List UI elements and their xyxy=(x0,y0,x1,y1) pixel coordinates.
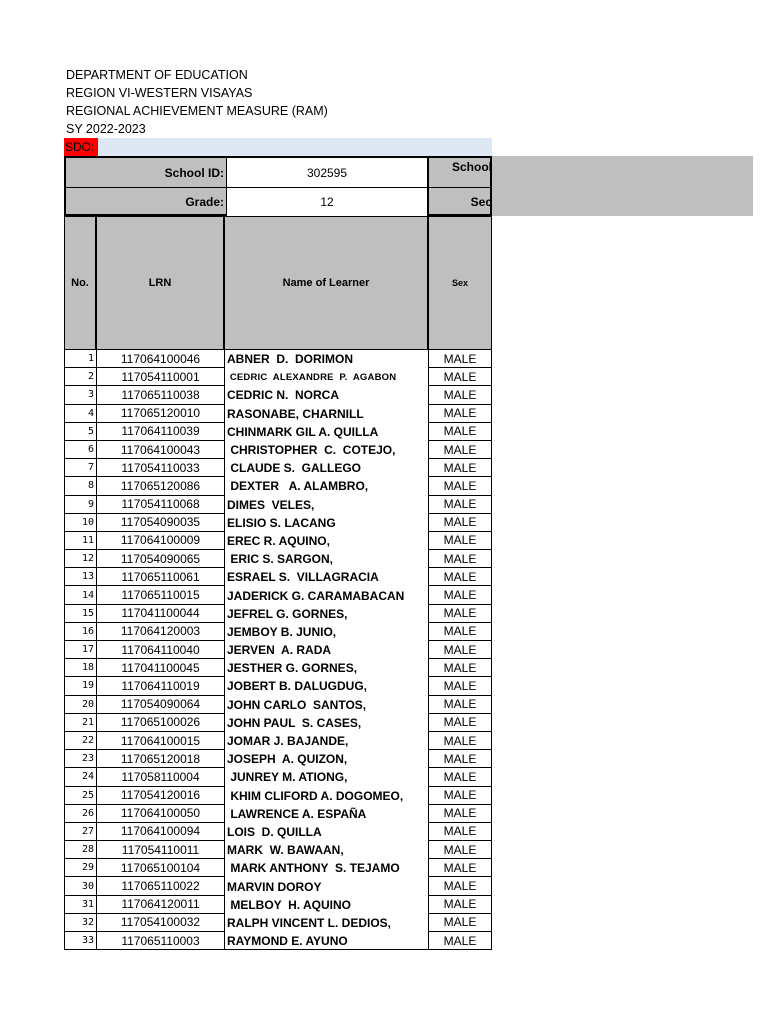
table-row xyxy=(64,477,492,495)
row-lrn[interactable]: 117064110039 xyxy=(96,423,224,441)
row-learner-name[interactable]: DIMES VELES, xyxy=(224,496,428,514)
row-lrn[interactable]: 117064100015 xyxy=(96,732,224,750)
row-sex[interactable]: MALE xyxy=(428,714,492,732)
table-row xyxy=(64,641,492,659)
row-learner-name[interactable]: MARK W. BAWAAN, xyxy=(224,841,428,859)
row-sex[interactable]: MALE xyxy=(428,877,492,895)
row-sex[interactable]: MALE xyxy=(428,896,492,914)
row-learner-name[interactable]: ESRAEL S. VILLAGRACIA xyxy=(224,568,428,586)
sdo-row xyxy=(64,138,492,156)
row-learner-name[interactable]: JERVEN A. RADA xyxy=(224,641,428,659)
table-row xyxy=(64,350,492,368)
school-id-label: School ID: xyxy=(164,165,224,180)
row-learner-name[interactable]: CHRISTOPHER C. COTEJO, xyxy=(224,441,428,459)
row-lrn[interactable]: 117064120003 xyxy=(96,623,224,641)
row-lrn[interactable]: 117054120016 xyxy=(96,787,224,805)
row-lrn[interactable]: 117054090065 xyxy=(96,550,224,568)
row-number[interactable]: 16 xyxy=(64,623,96,641)
row-lrn[interactable]: 117065110022 xyxy=(96,877,224,895)
table-row xyxy=(64,459,492,477)
table-row xyxy=(64,550,492,568)
row-sex[interactable]: MALE xyxy=(428,496,492,514)
sdo-label: SDO: xyxy=(64,138,98,156)
table-row xyxy=(64,714,492,732)
row-number[interactable]: 29 xyxy=(64,859,96,877)
row-number[interactable]: 25 xyxy=(64,787,96,805)
row-learner-name[interactable]: LAWRENCE A. ESPAÑA xyxy=(224,805,428,823)
table-row xyxy=(64,750,492,768)
header-department: DEPARTMENT OF EDUCATION xyxy=(66,68,248,82)
table-row xyxy=(64,914,492,932)
row-lrn[interactable]: 117054110068 xyxy=(96,496,224,514)
table-row xyxy=(64,423,492,441)
row-learner-name[interactable]: KHIM CLIFORD A. DOGOMEO, xyxy=(224,787,428,805)
row-lrn[interactable]: 117064110019 xyxy=(96,677,224,695)
section-label: Sec xyxy=(470,195,492,209)
row-number[interactable]: 20 xyxy=(64,696,96,714)
row-sex[interactable]: MALE xyxy=(428,641,492,659)
row-sex[interactable]: MALE xyxy=(428,859,492,877)
school-id-row xyxy=(66,158,492,188)
column-header-no: No. xyxy=(64,216,96,350)
row-lrn[interactable]: 117058110004 xyxy=(96,768,224,786)
row-lrn[interactable]: 117054090035 xyxy=(96,514,224,532)
row-learner-name[interactable]: ABNER D. DORIMON xyxy=(224,350,428,368)
row-number[interactable]: 22 xyxy=(64,732,96,750)
row-lrn[interactable]: 117065120018 xyxy=(96,750,224,768)
row-sex[interactable]: MALE xyxy=(428,368,492,386)
row-number[interactable]: 3 xyxy=(64,386,96,404)
row-learner-name[interactable]: JEMBOY B. JUNIO, xyxy=(224,623,428,641)
row-number[interactable]: 2 xyxy=(64,368,96,386)
table-row xyxy=(64,441,492,459)
table-row xyxy=(64,841,492,859)
column-header-sex: Sex xyxy=(428,216,492,350)
row-lrn[interactable]: 117065100104 xyxy=(96,859,224,877)
row-sex[interactable]: MALE xyxy=(428,386,492,404)
row-number[interactable]: 14 xyxy=(64,586,96,604)
row-number[interactable]: 28 xyxy=(64,841,96,859)
row-number[interactable]: 23 xyxy=(64,750,96,768)
row-lrn[interactable]: 117064100094 xyxy=(96,823,224,841)
row-number[interactable]: 30 xyxy=(64,877,96,895)
row-lrn[interactable]: 117065110015 xyxy=(96,586,224,604)
row-lrn[interactable]: 117064100043 xyxy=(96,441,224,459)
row-number[interactable]: 7 xyxy=(64,459,96,477)
row-learner-name[interactable]: JOHN CARLO SANTOS, xyxy=(224,696,428,714)
row-lrn[interactable]: 117065110038 xyxy=(96,386,224,404)
learner-table xyxy=(64,350,492,950)
grade-value[interactable]: 12 xyxy=(226,188,429,216)
table-row xyxy=(64,496,492,514)
school-info-block xyxy=(64,156,492,216)
row-number[interactable]: 32 xyxy=(64,914,96,932)
row-lrn[interactable]: 117065110003 xyxy=(96,932,224,950)
row-number[interactable]: 21 xyxy=(64,714,96,732)
row-learner-name[interactable]: MARVIN DOROY xyxy=(224,877,428,895)
column-header-name: Name of Learner xyxy=(224,216,428,350)
row-learner-name[interactable]: JOSEPH A. QUIZON, xyxy=(224,750,428,768)
row-sex[interactable]: MALE xyxy=(428,768,492,786)
row-sex[interactable]: MALE xyxy=(428,550,492,568)
row-lrn[interactable]: 117054110033 xyxy=(96,459,224,477)
row-sex[interactable]: MALE xyxy=(428,477,492,495)
table-row xyxy=(64,823,492,841)
row-learner-name[interactable]: ERIC S. SARGON, xyxy=(224,550,428,568)
header-title: REGIONAL ACHIEVEMENT MEASURE (RAM) xyxy=(66,104,328,118)
row-lrn[interactable]: 117054090064 xyxy=(96,696,224,714)
document-header xyxy=(66,66,328,138)
row-sex[interactable]: MALE xyxy=(428,696,492,714)
table-row xyxy=(64,659,492,677)
row-learner-name[interactable]: DEXTER A. ALAMBRO, xyxy=(224,477,428,495)
row-learner-name[interactable]: JOHN PAUL S. CASES, xyxy=(224,714,428,732)
table-row xyxy=(64,696,492,714)
table-row xyxy=(64,932,492,950)
row-number[interactable]: 6 xyxy=(64,441,96,459)
header-region: REGION VI-WESTERN VISAYAS xyxy=(66,86,253,100)
row-learner-name[interactable]: CEDRIC N. NORCA xyxy=(224,386,428,404)
table-row xyxy=(64,877,492,895)
row-learner-name[interactable]: LOIS D. QUILLA xyxy=(224,823,428,841)
school-id-value[interactable]: 302595 xyxy=(226,158,429,187)
row-number[interactable]: 11 xyxy=(64,532,96,550)
row-lrn[interactable]: 117054110001 xyxy=(96,368,224,386)
row-learner-name[interactable]: JOBERT B. DALUGDUG, xyxy=(224,677,428,695)
row-lrn[interactable]: 117064110040 xyxy=(96,641,224,659)
row-learner-name[interactable]: JEFREL G. GORNES, xyxy=(224,605,428,623)
row-number[interactable]: 10 xyxy=(64,514,96,532)
table-row xyxy=(64,368,492,386)
row-lrn[interactable]: 117041100044 xyxy=(96,605,224,623)
row-sex[interactable]: MALE xyxy=(428,423,492,441)
row-sex[interactable]: MALE xyxy=(428,787,492,805)
row-lrn[interactable]: 117064100046 xyxy=(96,350,224,368)
row-learner-name[interactable]: CEDRIC ALEXANDRE P. AGABON xyxy=(224,368,428,386)
row-sex[interactable]: MALE xyxy=(428,623,492,641)
row-learner-name[interactable]: RALPH VINCENT L. DEDIOS, xyxy=(224,914,428,932)
row-lrn[interactable]: 117054110011 xyxy=(96,841,224,859)
row-sex[interactable]: MALE xyxy=(428,405,492,423)
row-sex[interactable]: MALE xyxy=(428,350,492,368)
table-row xyxy=(64,896,492,914)
table-row xyxy=(64,586,492,604)
row-number[interactable]: 24 xyxy=(64,768,96,786)
table-row xyxy=(64,386,492,404)
row-lrn[interactable]: 117065100026 xyxy=(96,714,224,732)
table-row xyxy=(64,532,492,550)
row-lrn[interactable]: 117064120011 xyxy=(96,896,224,914)
row-number[interactable]: 17 xyxy=(64,641,96,659)
row-sex[interactable]: MALE xyxy=(428,914,492,932)
grade-row xyxy=(66,188,492,216)
row-learner-name[interactable]: CHINMARK GIL A. QUILLA xyxy=(224,423,428,441)
row-lrn[interactable]: 117064100009 xyxy=(96,532,224,550)
column-header-lrn: LRN xyxy=(96,216,224,350)
row-lrn[interactable]: 117064100050 xyxy=(96,805,224,823)
row-lrn[interactable]: 117065120086 xyxy=(96,477,224,495)
row-number[interactable]: 4 xyxy=(64,405,96,423)
row-sex[interactable]: MALE xyxy=(428,605,492,623)
table-row xyxy=(64,677,492,695)
table-row xyxy=(64,514,492,532)
row-number[interactable]: 15 xyxy=(64,605,96,623)
row-learner-name[interactable]: MELBOY H. AQUINO xyxy=(224,896,428,914)
row-sex[interactable]: MALE xyxy=(428,805,492,823)
row-learner-name[interactable]: JESTHER G. GORNES, xyxy=(224,659,428,677)
row-number[interactable]: 8 xyxy=(64,477,96,495)
row-learner-name[interactable]: RAYMOND E. AYUNO xyxy=(224,932,428,950)
row-sex[interactable]: MALE xyxy=(428,732,492,750)
row-number[interactable]: 18 xyxy=(64,659,96,677)
row-number[interactable]: 12 xyxy=(64,550,96,568)
row-learner-name[interactable]: MARK ANTHONY S. TEJAMO xyxy=(224,859,428,877)
table-row xyxy=(64,787,492,805)
table-row xyxy=(64,568,492,586)
row-sex[interactable]: MALE xyxy=(428,459,492,477)
row-number[interactable]: 26 xyxy=(64,805,96,823)
row-learner-name[interactable]: JUNREY M. ATIONG, xyxy=(224,768,428,786)
row-learner-name[interactable]: EREC R. AQUINO, xyxy=(224,532,428,550)
row-number[interactable]: 19 xyxy=(64,677,96,695)
row-number[interactable]: 27 xyxy=(64,823,96,841)
table-row xyxy=(64,768,492,786)
row-number[interactable]: 33 xyxy=(64,932,96,950)
row-lrn[interactable]: 117041100045 xyxy=(96,659,224,677)
row-sex[interactable]: MALE xyxy=(428,932,492,950)
row-learner-name[interactable]: RASONABE, CHARNILL xyxy=(224,405,428,423)
row-number[interactable]: 5 xyxy=(64,423,96,441)
row-lrn[interactable]: 117065110061 xyxy=(96,568,224,586)
row-sex[interactable]: MALE xyxy=(428,532,492,550)
row-sex[interactable]: MALE xyxy=(428,441,492,459)
row-sex[interactable]: MALE xyxy=(428,750,492,768)
row-sex[interactable]: MALE xyxy=(428,659,492,677)
row-lrn[interactable]: 117054100032 xyxy=(96,914,224,932)
table-row xyxy=(64,623,492,641)
row-lrn[interactable]: 117065120010 xyxy=(96,405,224,423)
row-learner-name[interactable]: ELISIO S. LACANG xyxy=(224,514,428,532)
table-row xyxy=(64,405,492,423)
row-learner-name[interactable]: JOMAR J. BAJANDE, xyxy=(224,732,428,750)
row-sex[interactable]: MALE xyxy=(428,586,492,604)
row-sex[interactable]: MALE xyxy=(428,568,492,586)
row-sex[interactable]: MALE xyxy=(428,677,492,695)
table-row xyxy=(64,859,492,877)
table-row xyxy=(64,805,492,823)
row-number[interactable]: 1 xyxy=(64,350,96,368)
grade-label: Grade: xyxy=(185,195,224,209)
row-learner-name[interactable]: JADERICK G. CARAMABACAN xyxy=(224,586,428,604)
table-row xyxy=(64,605,492,623)
row-learner-name[interactable]: CLAUDE S. GALLEGO xyxy=(224,459,428,477)
row-sex[interactable]: MALE xyxy=(428,841,492,859)
school-name-label: School xyxy=(451,160,492,174)
row-number[interactable]: 31 xyxy=(64,896,96,914)
row-number[interactable]: 13 xyxy=(64,568,96,586)
row-sex[interactable]: MALE xyxy=(428,514,492,532)
school-info-extension xyxy=(492,156,753,216)
row-number[interactable]: 9 xyxy=(64,496,96,514)
table-row xyxy=(64,732,492,750)
row-sex[interactable]: MALE xyxy=(428,823,492,841)
header-school-year: SY 2022-2023 xyxy=(66,122,146,136)
